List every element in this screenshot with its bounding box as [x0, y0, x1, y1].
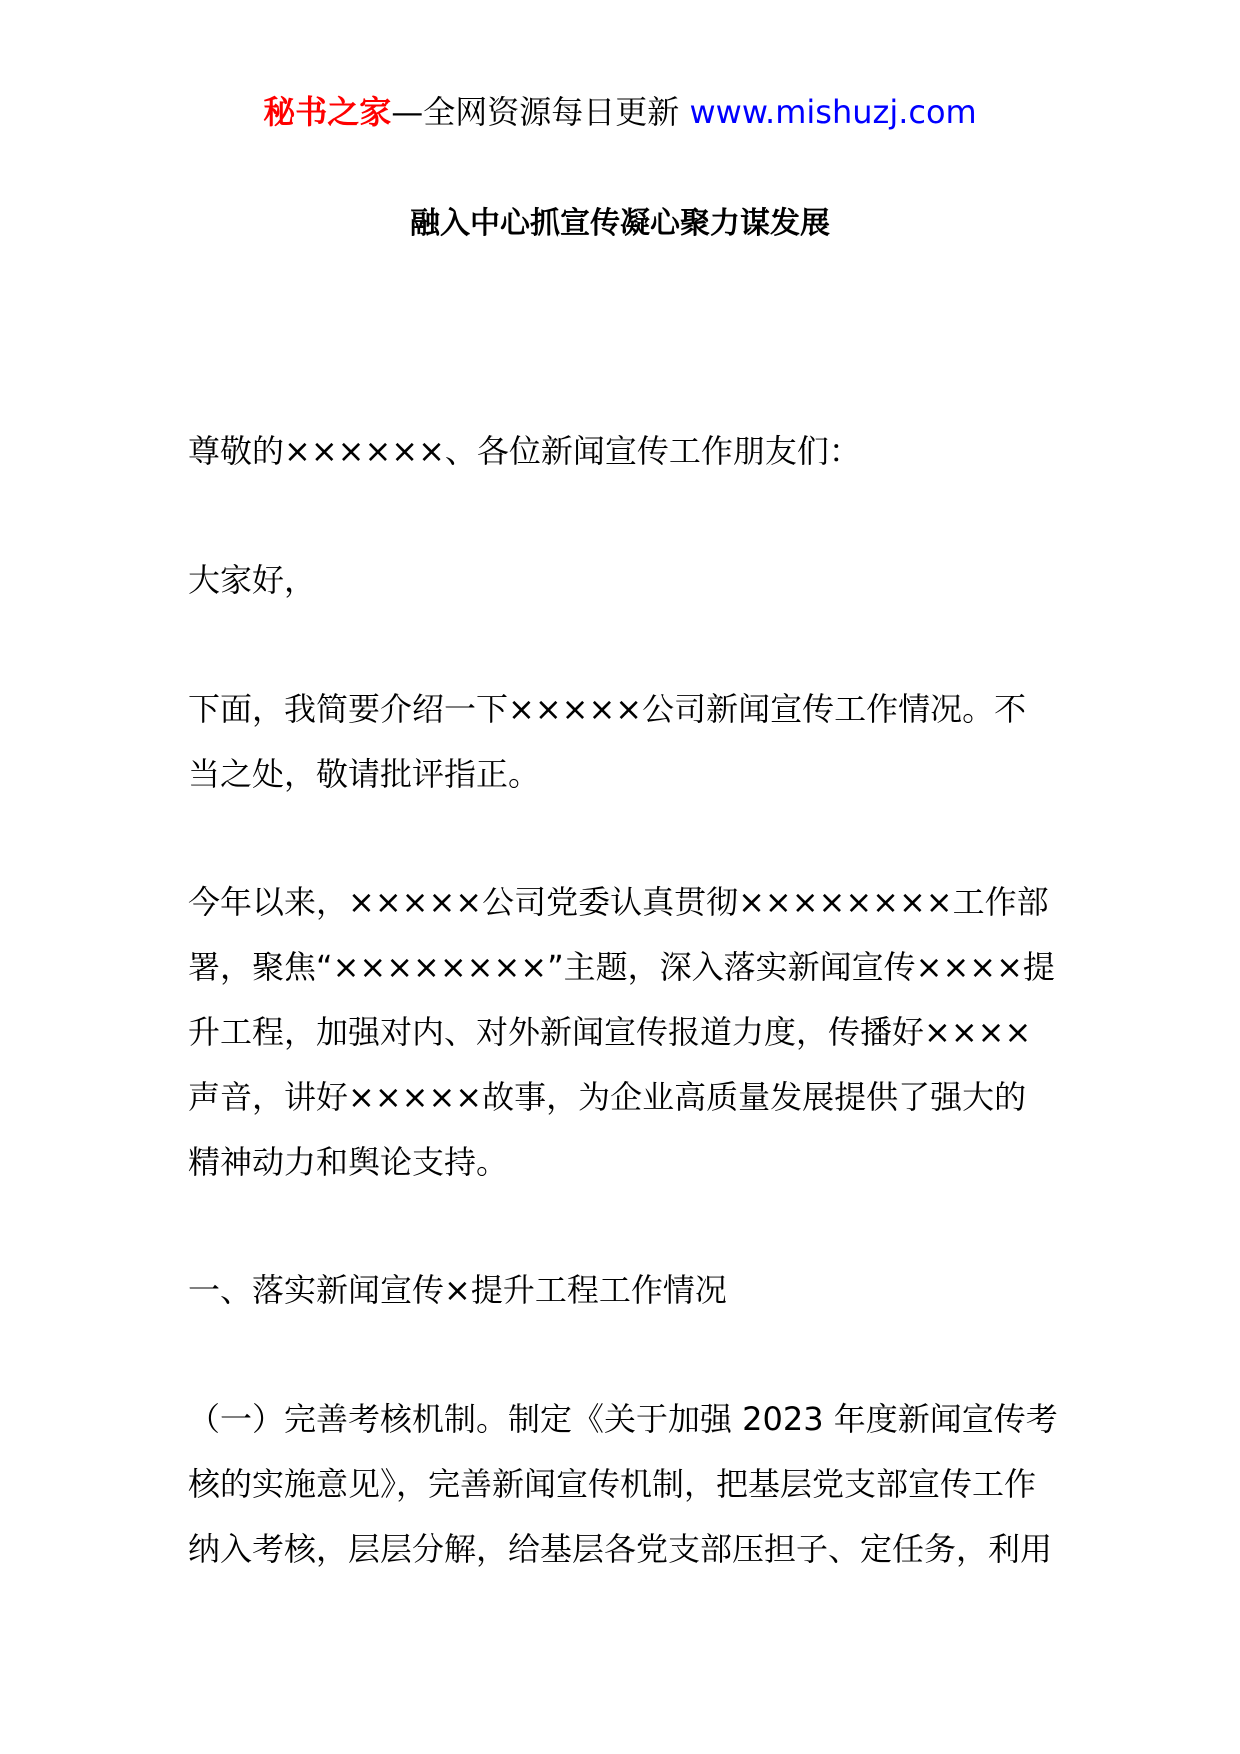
document-title: 融入中心抓宣传凝心聚力谋发展 — [410, 206, 830, 241]
header-tagline: —全网资源每日更新 — [391, 93, 690, 131]
site-url-link[interactable]: www.mishuzj.com — [689, 93, 977, 131]
summary-paragraph: 今年以来，×××××公司党委认真贯彻××××××××工作部署，聚焦“××××××××”主题，深入落实新闻宣传××××提升工程，加强对内、对外新闻宣传报道力度，传播好××××声音，讲好×××××故事，为企业高质量发展提供了强大的精神动力和舆论支持。 — [188, 883, 1055, 1181]
site-header — [0, 92, 1240, 132]
section-heading-1: 一、落实新闻宣传×提升工程工作情况 — [188, 1271, 727, 1309]
greeting-paragraph: 大家好， — [188, 561, 317, 599]
section-item-1-paragraph: （一）完善考核机制。制定《关于加强 2023 年度新闻宣传考核的实施意见》，完善新闻宣传机制，把基层党支部宣传工作纳入考核，层层分解，给基层各党支部压担子、定任务，利用 — [188, 1400, 1058, 1568]
brand-name: 秘书之家 — [263, 93, 392, 131]
salutation-paragraph: 尊敬的××××××、各位新闻宣传工作朋友们： — [188, 432, 861, 470]
intro-paragraph: 下面，我简要介绍一下×××××公司新闻宣传工作情况。不当之处，敬请批评指正。 — [188, 690, 1027, 793]
